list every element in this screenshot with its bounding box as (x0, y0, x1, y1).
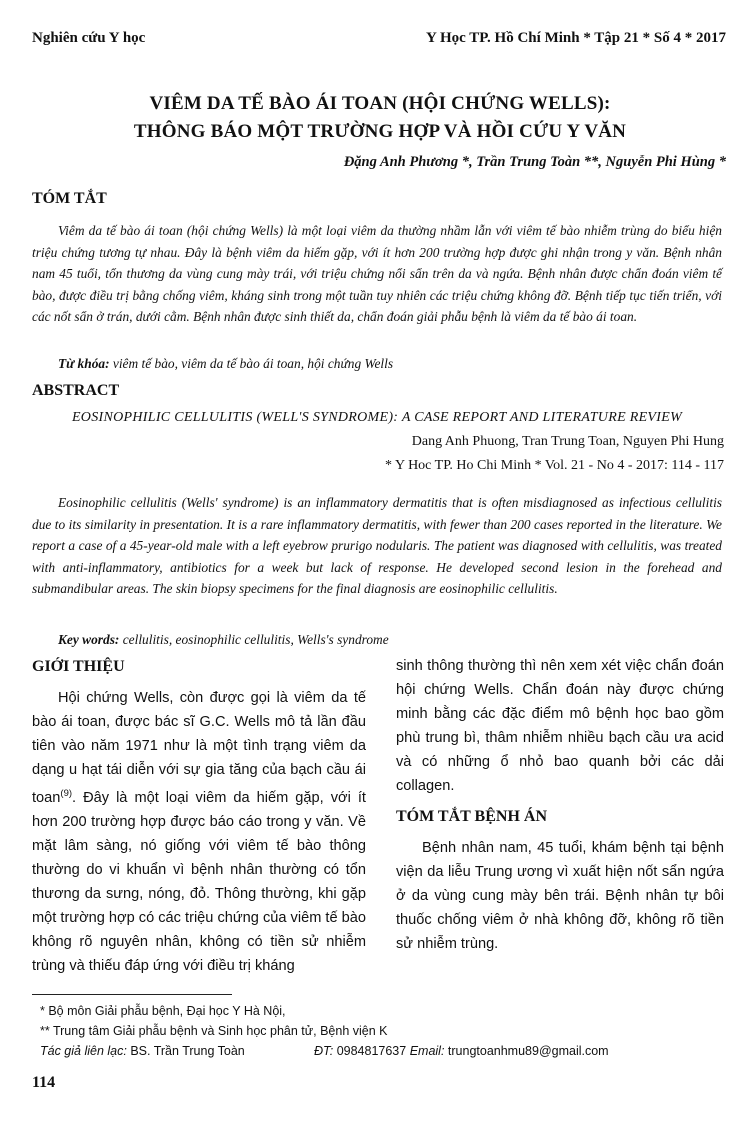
introduction-column-left (32, 686, 366, 978)
keywords-text: viêm tế bào, viêm da tế bào ái toan, hội chứng Wells (109, 356, 394, 371)
abstract-paragraph: Eosinophilic cellulitis (Wells' syndrome) is an inflammatory dermatitis that is often misdiagnosed as infectious cellulitis due to its similarity in presentation. It is a rare inflammatory dermatitis, with fewer than 200 cases reported in the literature. We report a case of a 45-year-old male with a left eyebrow prurigo nodularis. The patient was diagnosed with cellulitis, was treated with anti-inflammatory, antibiotics for a week but lack of response. He developed second lesion in the forehead and submandibular areas. The skin biopsy specimens for the final diagnosis are eosinophilic cellulitis. (32, 495, 722, 596)
intro-text-1: Hội chứng Wells, còn được gọi là viêm da tế bào ái toan, được bác sĩ G.C. Wells mô tả lần đầu tiên vào năm 1971 như là một tình trạng viêm da dạng u hạt tái diễn với sự gia tăng của bạch cầu ái toan (32, 690, 366, 806)
footnote-affiliation-1: * Bộ môn Giải phẫu bệnh, Đại học Y Hà Nội, (40, 1004, 286, 1018)
english-keywords (58, 632, 389, 648)
author-list: Đặng Anh Phương *, Trần Trung Toàn **, Nguyễn Phi Hùng * (343, 154, 726, 170)
footnote-affiliation-2: ** Trung tâm Giải phẫu bệnh và Sinh học phân tử, Bệnh viện K (40, 1024, 388, 1038)
intro-text-2: . Đây là một loại viêm da hiếm gặp, với ít hơn 200 trường hợp được báo cáo trong y văn. Về mặt lâm sàng, nó giống với viêm tế bào thông thường do vi khuẩn vì bệnh nhân thường có tổn thương da sưng, nóng, đỏ. Thông thường, khi gặp một trường hợp có các triệu chứng của viêm tế bào không rõ nguyên nhân, không có tiền sử nhiễm trùng và thiếu đáp ứng với điều trị kháng (32, 789, 366, 974)
contact-name: BS. Trần Trung Toàn (126, 1044, 245, 1058)
section-heading-tomtat: TÓM TẮT (32, 190, 107, 207)
title-line-1: VIÊM DA TẾ BÀO ÁI TOAN (HỘI CHỨNG WELLS): (149, 93, 611, 114)
english-authors: Dang Anh Phuong, Tran Trung Toan, Nguyen Phi Hung (411, 434, 724, 449)
case-summary-paragraph: Bệnh nhân nam, 45 tuổi, khám bệnh tại bệnh viện da liễu Trung ương vì xuất hiện nốt sẩn ngứa ở da vùng cung mày bên trái. Bệnh nhân tự bôi thuốc chống viêm ở nhà không đỡ, không rõ tiền sử nhiễm trùng. (396, 840, 724, 952)
vietnamese-keywords (58, 356, 393, 372)
english-abstract (32, 492, 722, 600)
section-heading-case-summary: TÓM TẮT BỆNH ÁN (396, 808, 547, 825)
citation-line: * Y Hoc TP. Ho Chi Minh * Vol. 21 - No 4 - 2017: 114 - 117 (385, 458, 724, 473)
phone-number: 0984817637 (333, 1044, 407, 1058)
page-number: 114 (32, 1074, 56, 1091)
email-address: trungtoanhmu89@gmail.com (444, 1044, 609, 1058)
section-heading-introduction: GIỚI THIỆU (32, 658, 125, 675)
section-heading-abstract: ABSTRACT (32, 382, 120, 399)
footnote-divider (32, 994, 232, 995)
footnote-contact-details (314, 1044, 609, 1058)
introduction-column-right (396, 654, 724, 798)
contact-label: Tác giả liên lạc: (40, 1044, 127, 1058)
introduction-paragraph (32, 686, 366, 978)
phone-label: ĐT: (314, 1044, 334, 1058)
keywords-label: Key words: (58, 632, 120, 647)
vietnamese-summary (32, 220, 722, 328)
article-title (30, 90, 730, 146)
summary-paragraph: Viêm da tế bào ái toan (hội chứng Wells) là một loại viêm da thường nhầm lẫn với viêm tế bào nhiễm trùng do biểu hiện triệu chứng tương tự nhau. Đây là bệnh viêm da hiếm gặp, với ít hơn 200 trường hợp được ghi nhận trong y văn. Bệnh nhân nam 45 tuổi, tổn thương da vùng cung mày trái, với triệu chứng nổi sẩn trên da và ngứa. Bệnh nhân được chẩn đoán viêm tế bào, được điều trị bằng chống viêm, kháng sinh trong một tuần tuy nhiên các triệu chứng không đỡ. Bệnh tiếp tục tiến triển, với các nốt sẩn ở trán, dưới cằm. Bệnh nhân được sinh thiết da, chẩn đoán giải phẫu bệnh là viêm da tế bào ái toan. (32, 223, 722, 324)
footnote-contact (40, 1044, 245, 1058)
title-line-2: THÔNG BÁO MỘT TRƯỜNG HỢP VÀ HỒI CỨU Y VĂN (133, 121, 627, 142)
running-header-right: Y Học TP. Hồ Chí Minh * Tập 21 * Số 4 * 2017 (425, 30, 726, 46)
case-summary-column (396, 836, 724, 956)
email-label: Email: (409, 1044, 445, 1058)
introduction-continuation: sinh thông thường thì nên xem xét việc chẩn đoán hội chứng Wells. Chẩn đoán này được chứng minh bằng các đặc điểm mô bệnh học bao gồm phù trung bì, thâm nhiễm nhiều bạch cầu ưa acid và có những ổ nhỏ bao quanh bởi các dải collagen. (396, 658, 724, 794)
reference-marker: (9) (60, 788, 72, 799)
running-header-left: Nghiên cứu Y học (32, 30, 146, 46)
keywords-label: Từ khóa: (58, 356, 110, 371)
english-title: EOSINOPHILIC CELLULITIS (WELL'S SYNDROME): A CASE REPORT AND LITERATURE REVIEW (71, 410, 683, 425)
keywords-text: cellulitis, eosinophilic cellulitis, Wells's syndrome (119, 632, 389, 647)
